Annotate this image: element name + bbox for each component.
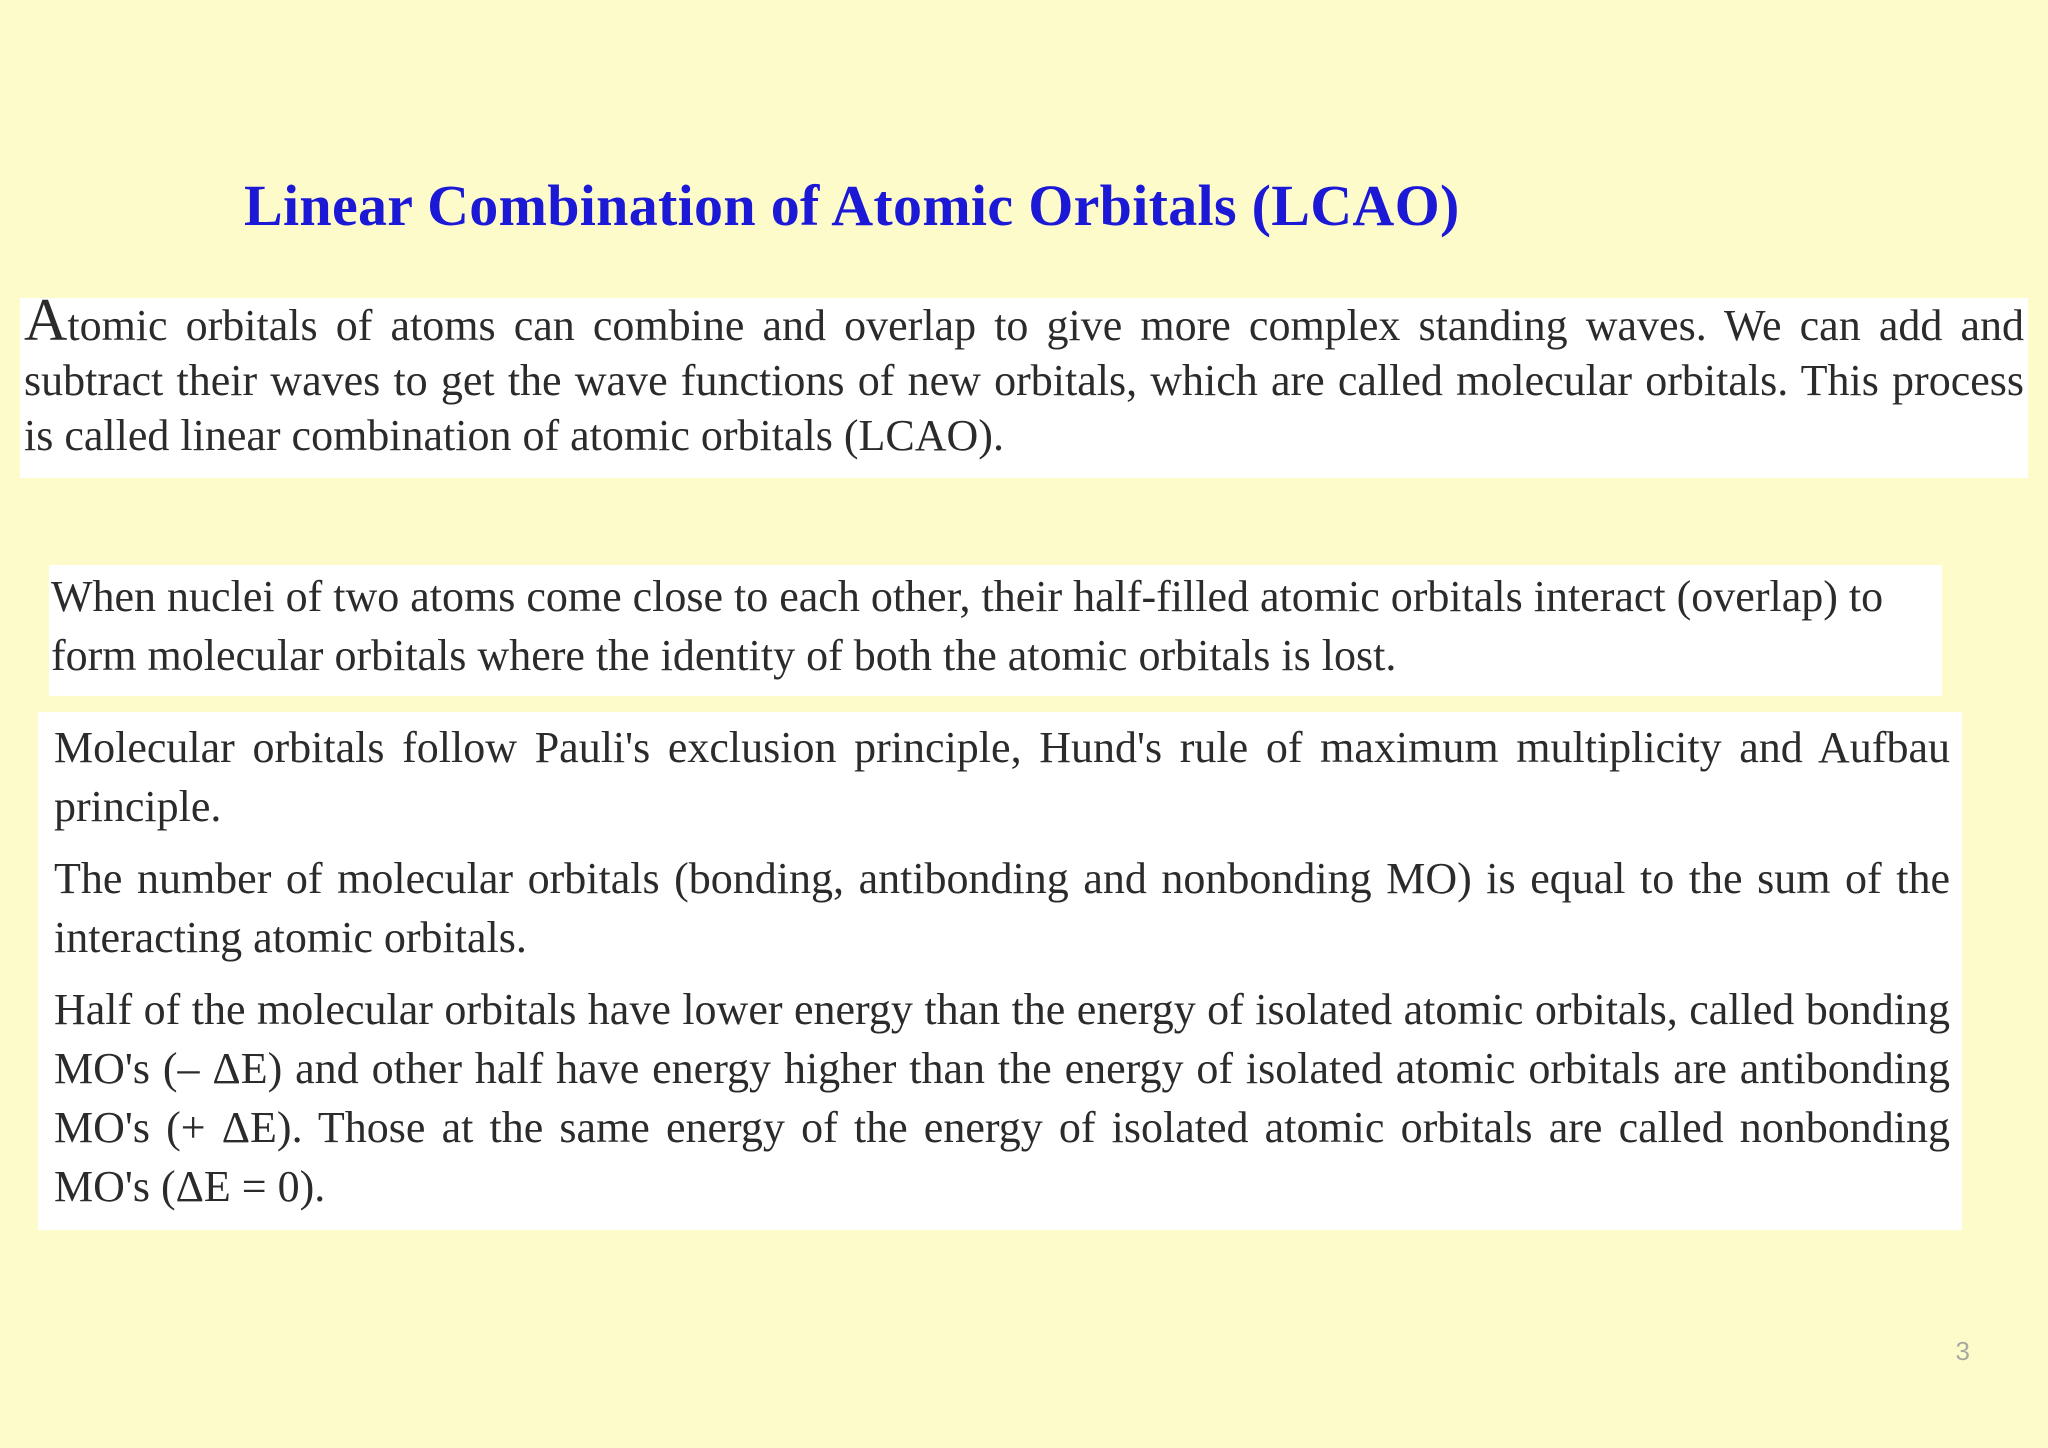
page-number: 3 (1955, 1336, 1970, 1366)
bonding-energy-expression: (– ΔE) (162, 1044, 283, 1093)
antibonding-energy-expression: (+ ΔE) (166, 1103, 292, 1152)
intro-text-block (20, 287, 2028, 478)
energy-text-part-2: and other half have energy higher than the energy of isolated atomic orbitals are antibonding MO's (54, 1044, 1951, 1152)
energy-text-part-3: . Those at the same energy of the energy of isolated atomic orbitals are called nonbonding MO's (54, 1103, 1950, 1211)
overlap-paragraph: When nuclei of two atoms come close to each other, their half-filled atomic orbitals interact (overlap) to form molecular orbitals where the identity of both the atomic orbitals is lost. (51, 572, 1884, 680)
overlap-text-block (49, 565, 1942, 696)
rule-pauli-hund-aufbau: Molecular orbitals follow Pauli's exclusion principle, Hund's rule of maximum multiplicity and Aufbau principle. (54, 723, 1950, 831)
slide-title: Linear Combination of Atomic Orbitals (LCAO) (244, 173, 1460, 238)
intro-paragraph-text: tomic orbitals of atoms can combine and overlap to give more complex standing waves. We can add and subtract their waves to get the wave functions of new orbitals, which are called molecular orbitals. This process is called linear combination of atomic orbitals (LCAO). (24, 301, 2024, 460)
intro-paragraph (24, 287, 2024, 463)
nonbonding-energy-expression: (ΔE = 0) (160, 1162, 315, 1211)
rules-text-block (38, 712, 1962, 1230)
energy-text-part-1: Half of the molecular orbitals have lower energy than the energy of isolated atomic orbitals, called bonding MO's (54, 985, 1950, 1093)
drop-cap-letter: A (24, 287, 68, 353)
energy-text-part-4: . (314, 1162, 326, 1211)
rule-energy-levels (54, 980, 1950, 1216)
rule-number-of-orbitals: The number of molecular orbitals (bonding, antibonding and nonbonding MO) is equal to the sum of the interacting atomic orbitals. (54, 854, 1950, 962)
